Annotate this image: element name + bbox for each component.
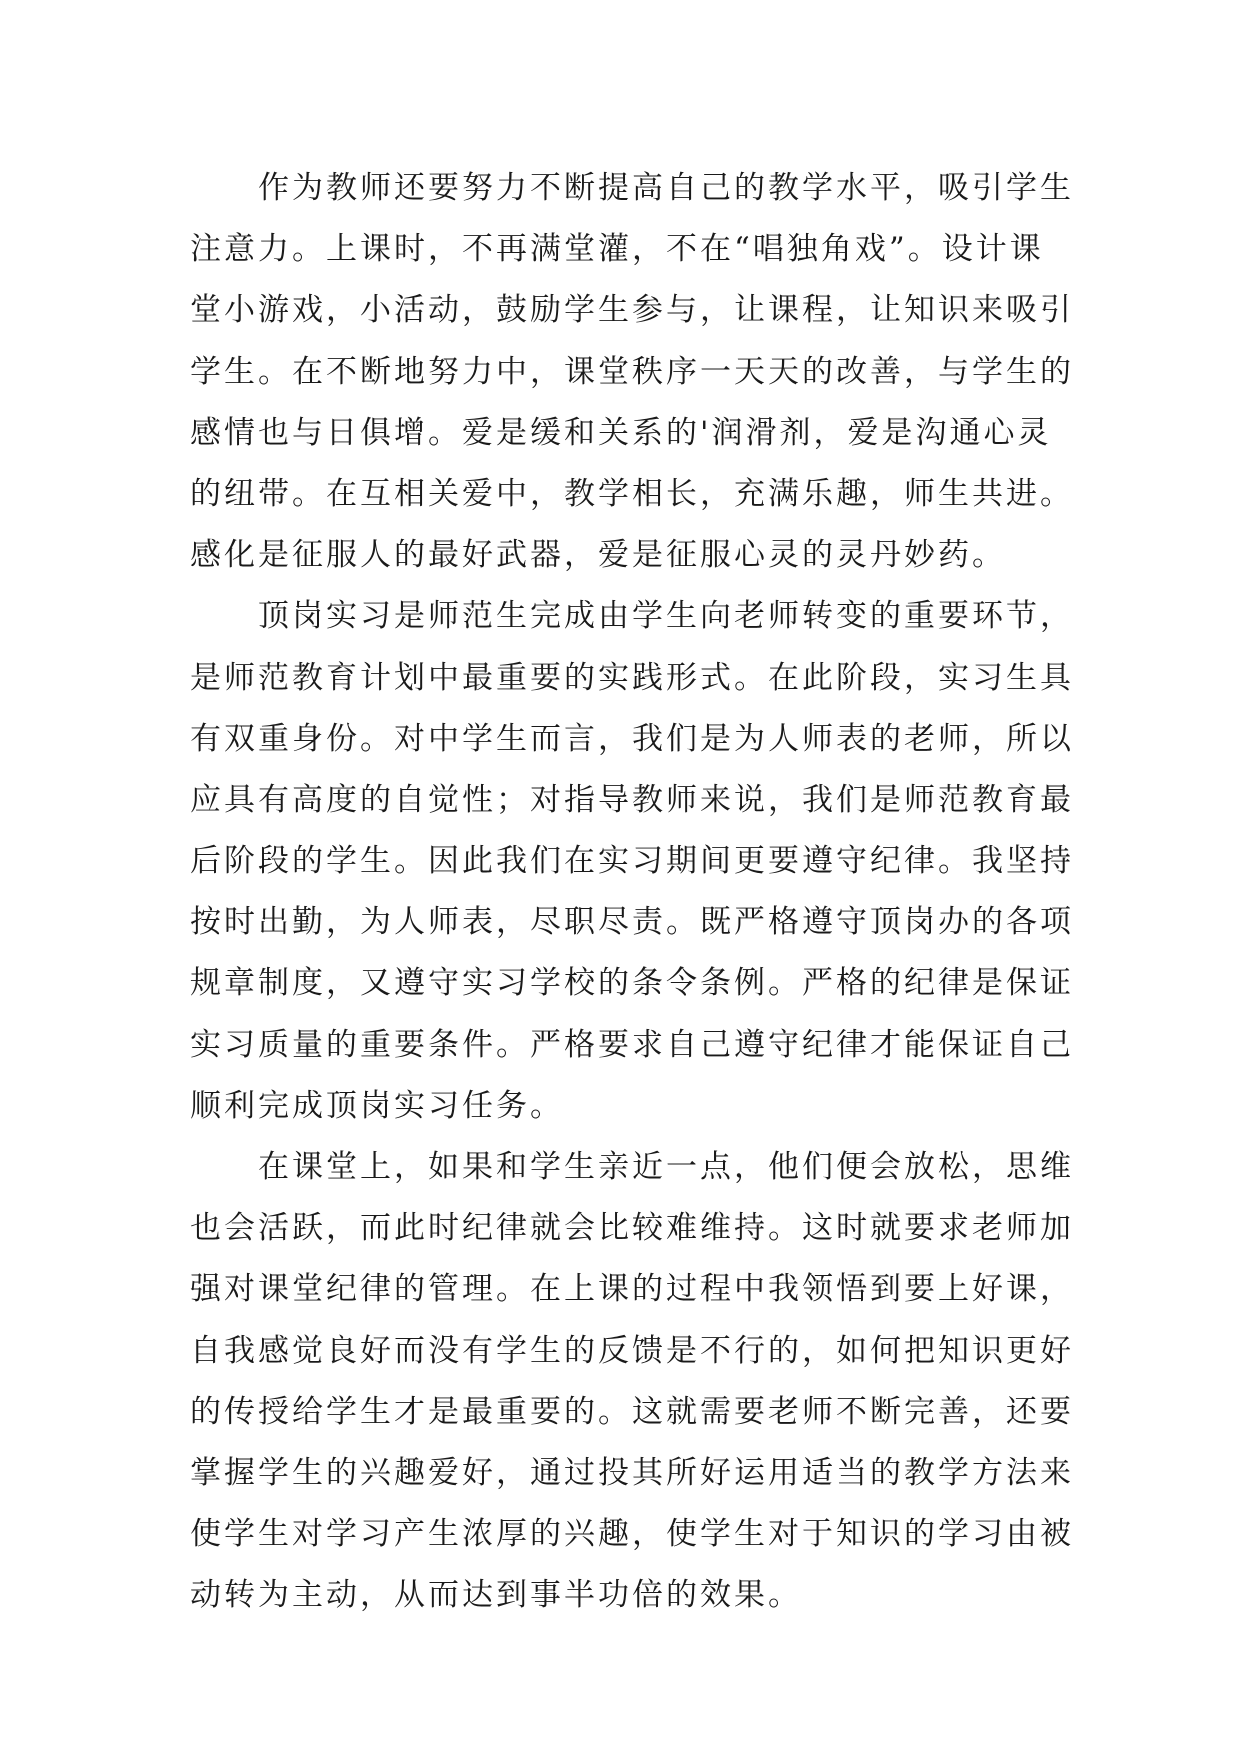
text-line: 掌握学生的兴趣爱好，通过投其所好运用适当的教学方法来 [190,1454,1074,1491]
text-line: 顺利完成顶岗实习任务。 [190,1087,564,1124]
paragraph-2 [190,586,1074,1137]
text-line: 使学生对学习产生浓厚的兴趣，使学生对于知识的学习由被 [190,1516,1074,1553]
text-line: 感化是征服人的最好武器，爱是征服心灵的灵丹妙药。 [190,537,1006,574]
text-line: 动转为主动，从而达到事半功倍的效果。 [190,1577,802,1614]
text-line: 强对课堂纪律的管理。在上课的过程中我领悟到要上好课， [190,1271,1074,1308]
text-line: 有双重身份。对中学生而言，我们是为人师表的老师，所以 [190,720,1074,757]
text-line: 后阶段的学生。因此我们在实习期间更要遵守纪律。我坚持 [190,843,1074,880]
text-line: 顶岗实习是师范生完成由学生向老师转变的重要环节， [258,598,1074,635]
document-body [190,158,1074,1627]
paragraph-3 [190,1137,1074,1627]
text-line: 应具有高度的自觉性；对指导教师来说，我们是师范教育最 [190,781,1074,818]
text-line: 规章制度，又遵守实习学校的条令条例。严格的纪律是保证 [190,965,1074,1002]
text-line: 也会活跃，而此时纪律就会比较难维持。这时就要求老师加 [190,1210,1074,1247]
text-line: 自我感觉良好而没有学生的反馈是不行的，如何把知识更好 [190,1332,1074,1369]
text-line: 在课堂上，如果和学生亲近一点，他们便会放松，思维 [258,1149,1074,1185]
text-line: 的纽带。在互相关爱中，教学相长，充满乐趣，师生共进。 [190,475,1074,512]
text-line: 实习质量的重要条件。严格要求自己遵守纪律才能保证自己 [190,1026,1074,1063]
text-line: 按时出勤，为人师表，尽职尽责。既严格遵守顶岗办的各项 [190,904,1074,941]
text-line: 堂小游戏，小活动，鼓励学生参与，让课程，让知识来吸引 [190,292,1074,329]
text-line: 的传授给学生才是最重要的。这就需要老师不断完善，还要 [190,1393,1074,1430]
text-line: 注意力。上课时，不再满堂灌，不在“唱独角戏”。设计课 [190,231,1044,268]
text-line: 作为教师还要努力不断提高自己的教学水平，吸引学生 [258,170,1074,206]
text-line: 是师范教育计划中最重要的实践形式。在此阶段，实习生具 [190,659,1074,696]
text-line: 感情也与日俱增。爱是缓和关系的'润滑剂，爱是沟通心灵 [190,414,1052,451]
text-line: 学生。在不断地努力中，课堂秩序一天天的改善，与学生的 [190,353,1074,390]
paragraph-1 [190,158,1074,586]
